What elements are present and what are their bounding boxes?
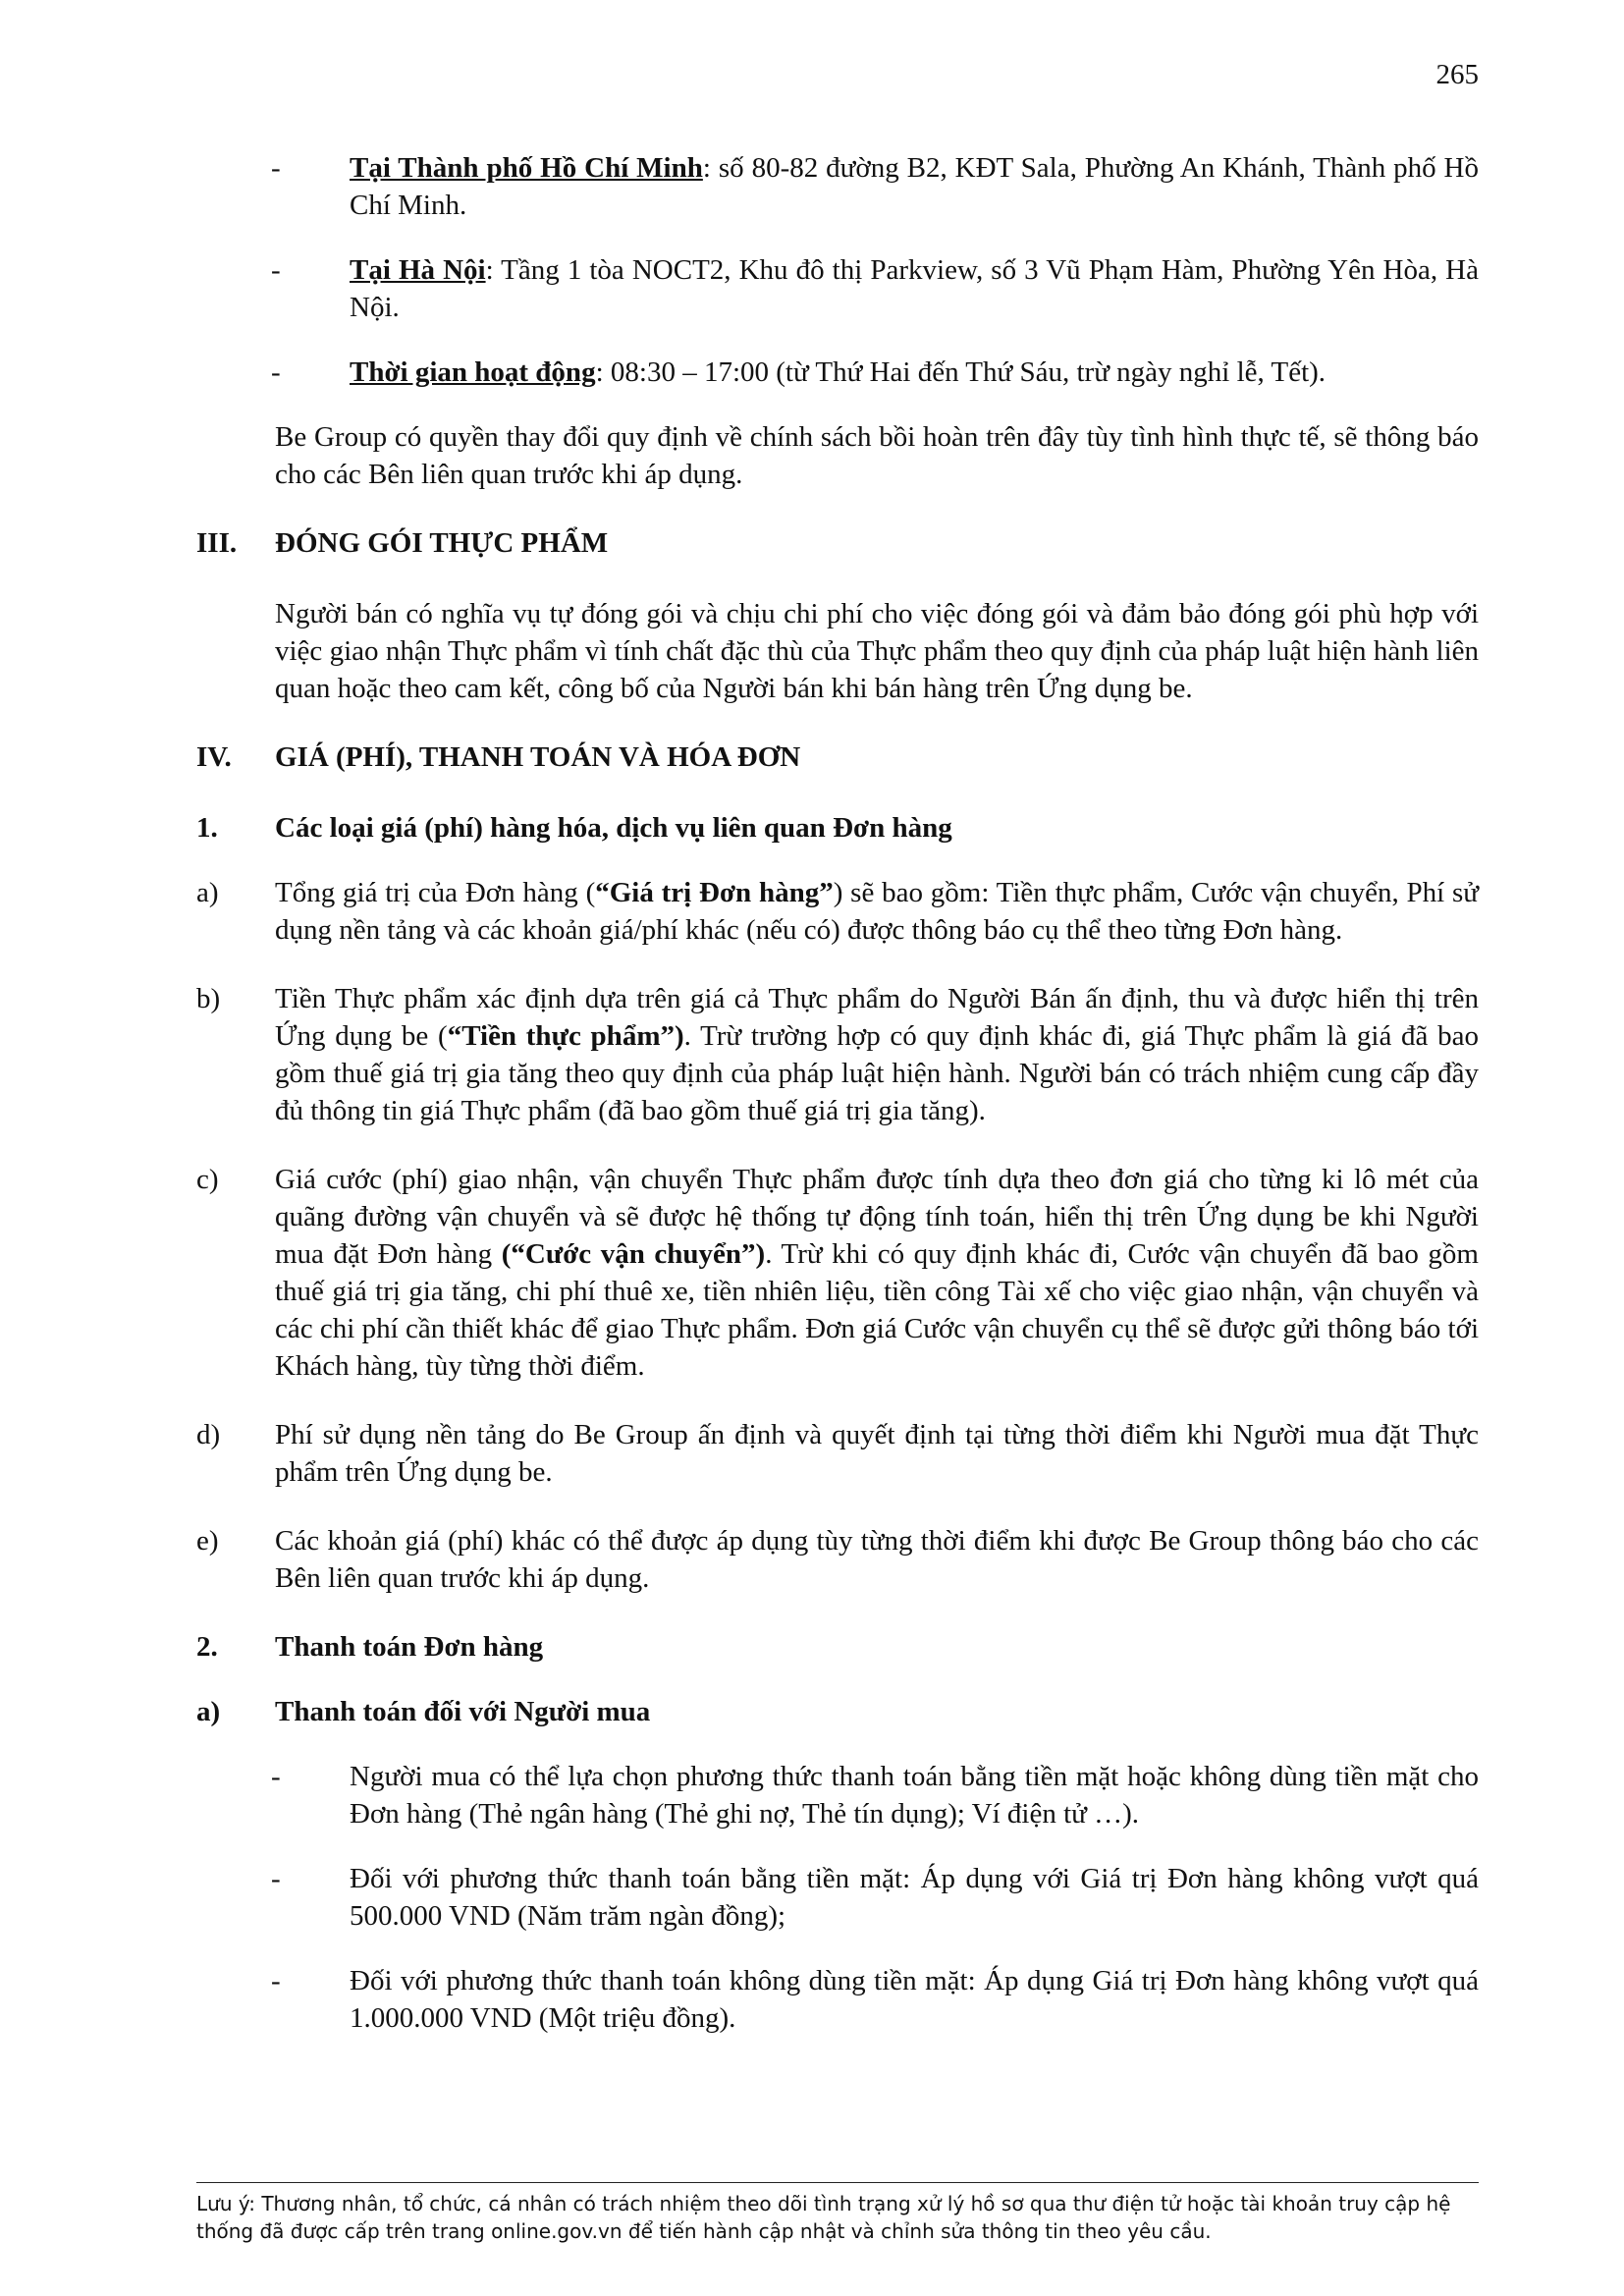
list-letter: e) xyxy=(196,1525,219,1557)
list-letter: c) xyxy=(196,1164,219,1195)
bullet-dash: - xyxy=(271,254,281,286)
item-text: ) sẽ bao gồm: Tiền thực phẩm, Cước vận chuyển, Phí sử dụng nền tảng và các khoản giá/phí khác (nếu có) được thông báo cụ thể theo từng Đơn hàng. xyxy=(275,877,1480,946)
item-text: Đối với phương thức thanh toán bằng tiền mặt: Áp dụng với Giá trị Đơn hàng không vượt quá 500.000 VND (Năm trăm ngàn đồng); xyxy=(350,1863,1479,1932)
item-text: . Trừ trường hợp có quy định khác đi, giá Thực phẩm là giá đã bao gồm thuế giá trị gia tăng theo quy định của pháp luật hiện hành. Người bán có trách nhiệm cung cấp đầy đủ thông tin giá Thực phẩm (đã bao gồm thuế giá trị gia tăng). xyxy=(275,1020,1480,1126)
bullet-dash: - xyxy=(271,152,281,184)
hours-text: : 08:30 – 17:00 (từ Thứ Hai đến Thứ Sáu, trừ ngày nghỉ lễ, Tết). xyxy=(595,356,1326,388)
refund-policy-paragraph: Be Group có quyền thay đổi quy định về chính sách bồi hoàn trên đây tùy tình hình thực tế, sẽ thông báo cho các Bên liên quan trước khi áp dụng. xyxy=(275,421,1479,490)
defined-term: “Giá trị Đơn hàng” xyxy=(595,877,834,908)
page-number: 265 xyxy=(1435,59,1479,90)
section-heading-iii xyxy=(196,524,1479,562)
item-text: . Trừ khi có quy định khác đi, Cước vận chuyển đã bao gồm thuế giá trị gia tăng, chi phí thuê xe, tiền nhiên liệu, tiền công Tài xế cho việc giao nhận, vận chuyển và các chi phí cần thiết khác để giao Thực phẩm. Đơn giá Cước vận chuyển cụ thể sẽ được gửi thông báo tới Khách hàng, tùy từng thời điểm. xyxy=(275,1238,1479,1382)
item-text: Các khoản giá (phí) khác có thể được áp dụng tùy từng thời điểm khi được Be Group thông báo cho các Bên liên quan trước khi áp dụng. xyxy=(275,1525,1479,1594)
list-letter: d) xyxy=(196,1419,221,1450)
list-item-d xyxy=(196,1416,1479,1491)
bullet-dash: - xyxy=(271,1965,281,1996)
subheading-title: Các loại giá (phí) hàng hóa, dịch vụ liên quan Đơn hàng xyxy=(275,812,952,844)
list-item-c xyxy=(196,1161,1479,1385)
section-title: ĐÓNG GÓI THỰC PHẨM xyxy=(275,527,609,559)
item-text: Người mua có thể lựa chọn phương thức thanh toán bằng tiền mặt hoặc không dùng tiền mặt cho Đơn hàng (Thẻ ngân hàng (Thẻ ghi nợ, Thẻ tín dụng); Ví điện tử …). xyxy=(350,1761,1479,1830)
subheading-2 xyxy=(196,1628,1479,1666)
item-text: Giá cước (phí) giao nhận, vận chuyển Thực phẩm được tính dựa theo đơn giá cho từng ki lô mét của quãng đường vận chuyển và sẽ được hệ thống tự động tính toán, hiển thị trên Ứng dụng be khi Người mua đặt Đơn hàng xyxy=(275,1164,1479,1270)
section-number: III. xyxy=(196,527,238,559)
section-number: IV. xyxy=(196,741,232,773)
item-text: Tổng giá trị của Đơn hàng ( xyxy=(275,877,596,908)
footer-divider xyxy=(196,2182,1479,2183)
subheading-1 xyxy=(196,809,1479,847)
address-label-hanoi: Tại Hà Nội xyxy=(350,254,486,286)
subheading-title: Thanh toán Đơn hàng xyxy=(275,1631,544,1663)
defined-term: (“Cước vận chuyển”) xyxy=(501,1238,766,1270)
list-item xyxy=(196,1758,1479,1832)
address-label-hcm: Tại Thành phố Hồ Chí Minh xyxy=(350,152,703,184)
list-item xyxy=(196,354,1479,391)
document-body xyxy=(196,149,1479,2064)
list-item-a xyxy=(196,874,1479,949)
subheading-number: a) xyxy=(196,1696,221,1727)
section-heading-iv xyxy=(196,738,1479,776)
list-item xyxy=(196,149,1479,224)
address-text-hanoi: : Tầng 1 tòa NOCT2, Khu đô thị Parkview, số 3 Vũ Phạm Hàm, Phường Yên Hòa, Hà Nội. xyxy=(350,254,1479,323)
subheading-2a xyxy=(196,1693,1479,1730)
subheading-number: 1. xyxy=(196,812,218,844)
subheading-title: Thanh toán đối với Người mua xyxy=(275,1696,651,1727)
list-letter: a) xyxy=(196,877,219,908)
subheading-number: 2. xyxy=(196,1631,218,1663)
address-text-hcm: : số 80-82 đường B2, KĐT Sala, Phường An Khánh, Thành phố Hồ Chí Minh. xyxy=(350,152,1479,221)
packaging-paragraph: Người bán có nghĩa vụ tự đóng gói và chịu chi phí cho việc đóng gói và đảm bảo đóng gói phù hợp với việc giao nhận Thực phẩm vì tính chất đặc thù của Thực phẩm theo quy định của pháp luật hiện hành liên quan hoặc theo cam kết, công bố của Người bán khi bán hàng trên Ứng dụng be. xyxy=(275,598,1479,704)
footer-note: Lưu ý: Thương nhân, tổ chức, cá nhân có trách nhiệm theo dõi tình trạng xử lý hồ sơ qua thư điện tử hoặc tài khoản truy cập hệ thống đã được cấp trên trang online.gov.vn để tiến hành cập nhật và chỉnh sửa thông tin theo yêu cầu. xyxy=(196,2192,1451,2243)
hours-label: Thời gian hoạt động xyxy=(350,356,596,388)
list-item xyxy=(196,1860,1479,1935)
item-text: Tiền Thực phẩm xác định dựa trên giá cả Thực phẩm do Người Bán ấn định, thu và được hiển thị trên Ứng dụng be ( xyxy=(275,983,1479,1052)
list-item xyxy=(196,251,1479,326)
bullet-dash: - xyxy=(271,1761,281,1792)
section-title: GIÁ (PHÍ), THANH TOÁN VÀ HÓA ĐƠN xyxy=(275,741,801,773)
list-item-e xyxy=(196,1522,1479,1597)
list-item xyxy=(196,1962,1479,2037)
list-letter: b) xyxy=(196,983,221,1014)
item-text: Đối với phương thức thanh toán không dùng tiền mặt: Áp dụng Giá trị Đơn hàng không vượt quá 1.000.000 VND (Một triệu đồng). xyxy=(350,1965,1479,2034)
list-item-b xyxy=(196,980,1479,1129)
bullet-dash: - xyxy=(271,356,281,388)
bullet-dash: - xyxy=(271,1863,281,1894)
defined-term: “Tiền thực phẩm”) xyxy=(447,1020,684,1052)
item-text: Phí sử dụng nền tảng do Be Group ấn định và quyết định tại từng thời điểm khi Người mua đặt Thực phẩm trên Ứng dụng be. xyxy=(275,1419,1479,1488)
